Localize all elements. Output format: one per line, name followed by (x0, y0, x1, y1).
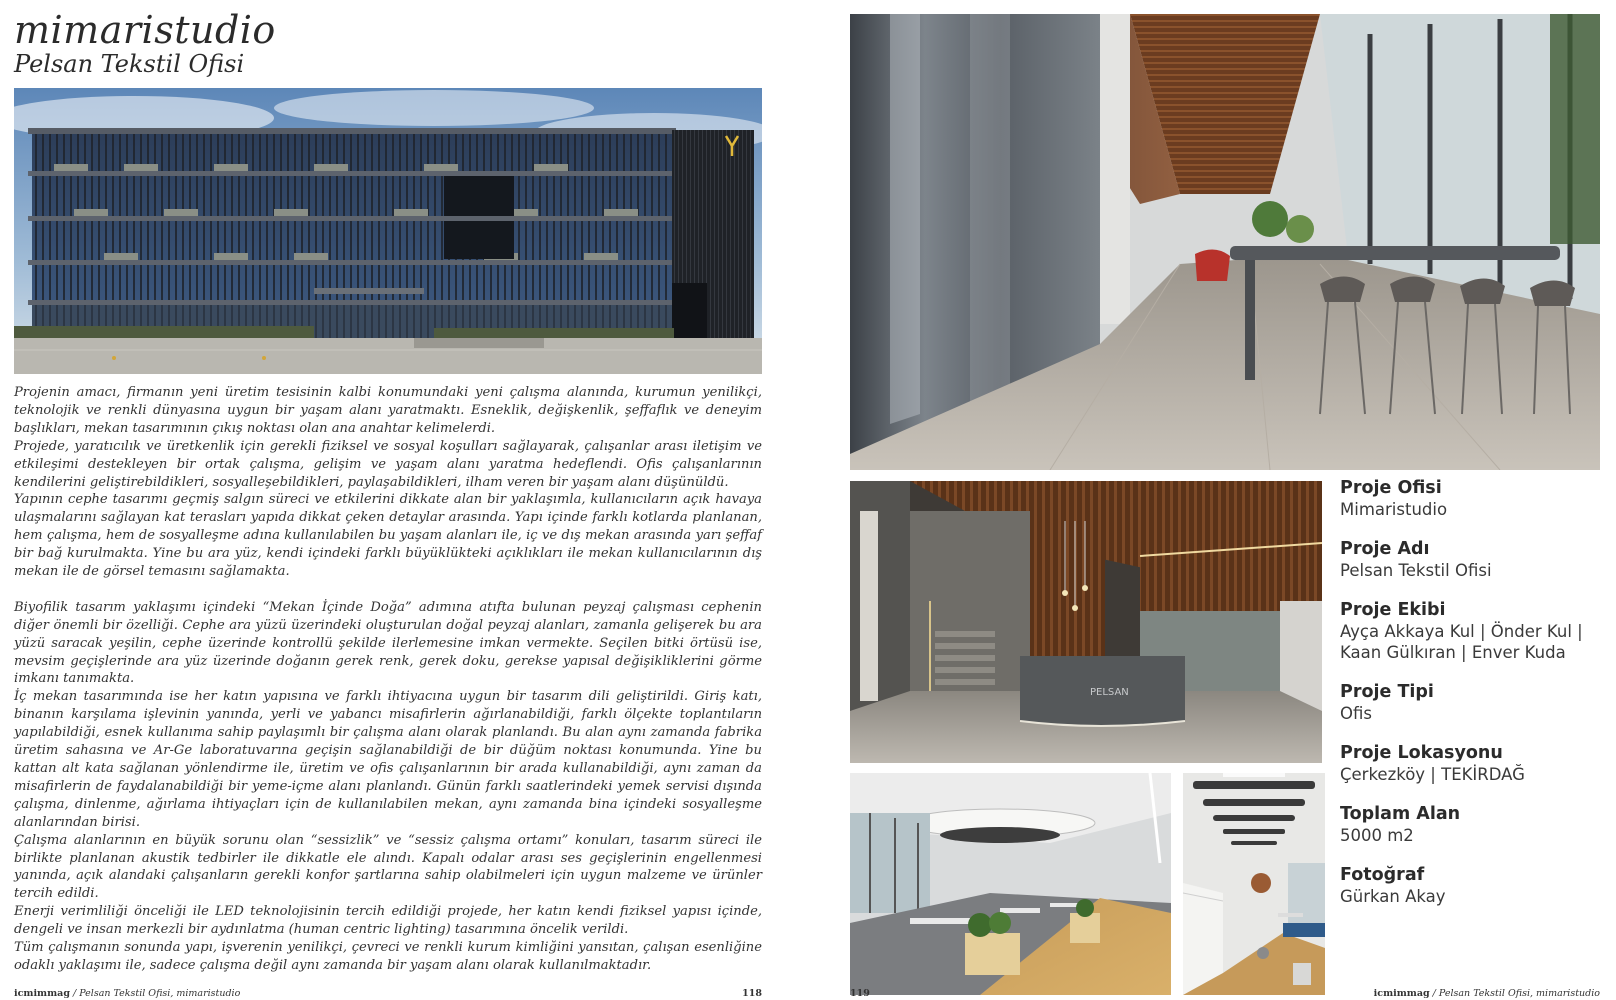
info-value: Pelsan Tekstil Ofisi (1340, 561, 1492, 580)
info-label: Fotoğraf (1340, 865, 1425, 885)
info-project-name (1340, 539, 1612, 581)
footer-description: Pelsan Tekstil Ofisi, mimaristudio (1438, 988, 1600, 999)
page-footer-left (14, 988, 762, 999)
article-subtitle: Pelsan Tekstil Ofisi (14, 50, 245, 78)
info-total-area (1340, 804, 1612, 846)
footer-separator: / (1429, 988, 1439, 999)
cafe-area-photo (1183, 773, 1325, 995)
body-paragraph: Çalışma alanlarının en büyük sorunu olan “sessizlik” ve “sessiz çalışma ortamı” konuları, tasarım süreci ile birlikte planlanan akustik tedbirler ile dikkatle ele alındı. Kapalı odalar arası ses geçişlerinin engellenmesi yanında, açık alandaki çalışanların gerekli konfor şartlarına sahip olabilmeleri için uygun malzeme ve ürünler tercih edildi. (14, 832, 762, 902)
info-label: Proje Ofisi (1340, 478, 1442, 498)
info-value: Çerkezköy | TEKİRDAĞ (1340, 765, 1525, 784)
body-paragraph: Enerji verimliliği önceliği ile LED teknolojisinin tercih edildiği projede, her katın kendi fiziksel yapısı içinde, dengeli ve insan merkezli bir aydınlatma (human centric lighting) tasarımına öncelik verildi. (14, 904, 762, 938)
info-value: 5000 m2 (1340, 826, 1414, 845)
info-project-team (1340, 600, 1612, 663)
page-number: 119 (850, 988, 870, 999)
info-label: Proje Adı (1340, 539, 1430, 559)
info-value: Ayça Akkaya Kul | Önder Kul | Kaan Gülkıran | Enver Kuda (1340, 622, 1583, 662)
body-paragraph: İç mekan tasarımında ise her katın yapısına ve farklı ihtiyacına uygun bir tasarım dili geliştirildi. Giriş katı, binanın karşılama işlevinin yanında, yerli ve yabancı misafirlerin ağırlanabildiği, farklı ölçekte toplantıların yapılabildiği, esnek kullanıma sahip paylaşımlı bir çalışma alanı olarak planlandı. Bu alan aynı zamanda fabrika üretim sahasına ve Ar-Ge laboratuvarına geçişin sağlanabildiği de bir düğüm noktası konumunda. Yine bu kattan alt kata sağlanan yönlendirme ile, üretim ve ofis çalışanlarının bir arada kullanabildiği, aynı zaman da misafirlerin de faydalanabildiği bir yeme-içme alanı planlandı. Günün farklı saatlerindeki yemek servisi dışında çalışma, dinlenme, ağırlama ihtiyaçları için de kullanılabilen mekan, aynı zamanda bina içindeki sosyalleşme alanlarından birisi. (14, 689, 762, 830)
building-exterior-photo (14, 88, 762, 374)
info-value: Gürkan Akay (1340, 887, 1446, 906)
body-paragraph: Projede, yaratıcılık ve üretkenlik için gerekli fiziksel ve sosyal koşulları sağlayarak, çalışanlar arası iletişim ve etkileşimi destekleyen bir ortak çalışma, gelişim ve yaşam alanı yaratma hedeflendi. Ofis çalışanlarının kendilerini geliştirebildikleri, sosyalleşebildikleri, paylaşabildikleri, ilham veren bir yaşam alanı düşünüldü. (14, 438, 762, 490)
info-project-office (1340, 478, 1612, 520)
left-page (0, 0, 790, 1000)
info-label: Toplam Alan (1340, 804, 1461, 824)
footer-separator: / (69, 988, 80, 999)
info-project-type (1340, 682, 1612, 724)
body-paragraph: Tüm çalışmanın sonunda yapı, işverenin yenilikçi, çevreci ve renkli kurum kimliğini yansıtan, çalışan esenliğine odaklı yaklaşımı ile, sadece çalışma değil aynı zamanda bir yaşam alanı olarak kullanılmaktadır. (14, 940, 762, 973)
footer-brand: icmimmag (1373, 988, 1430, 999)
info-photographer (1340, 865, 1612, 907)
info-label: Proje Ekibi (1340, 600, 1446, 620)
body-paragraph: Yapının cephe tasarımı geçmiş salgın süreci ve etkilerini dikkate alan bir yaklaşımla, kullanıcıların açık havaya ulaşmalarını sağlayan kat terasları yapıda dikkat çeken detaylar arasında. Yapı içinde farklı kotlarda planlanan, hem çalışma, hem de sosyalleşme adına kullanılabilen bu yaşam alanları ile, iç ve dış mekan arasında yarı şeffaf bir bağ kurulmakta. Yine bu ara yüz, kendi içindeki farklı büyüklükteki açıklıkları ile mekan kullanıcılarının dış mekan ile de görsel temasını sağlamakta. (14, 492, 762, 580)
right-page (850, 0, 1616, 1000)
info-label: Proje Lokasyonu (1340, 743, 1503, 763)
info-label: Proje Tipi (1340, 682, 1434, 702)
footer-description: Pelsan Tekstil Ofisi, mimaristudio (79, 988, 241, 999)
corridor-lounge-photo (850, 14, 1600, 470)
page-number: 118 (742, 988, 762, 999)
body-paragraph: Projenin amacı, firmanın yeni üretim tesisinin kalbi konumundaki yeni çalışma alanında, kurumun yenilikçi, teknolojik ve renkli dünyasına uygun bir yaşam alanı yaratmaktı. Esneklik, değişkenlik, şeffaflık ve deneyim başlıkları, mekan tasarımının çıkış noktası olan ana anahtar kelimelerdi. (14, 385, 762, 436)
footer-credit (1374, 988, 1600, 999)
info-value: Ofis (1340, 704, 1372, 723)
footer-brand: icmimmag (14, 988, 70, 999)
article-title: mimaristudio (14, 8, 276, 52)
project-info (1340, 478, 1612, 926)
body-paragraph: Biyofilik tasarım yaklaşımı içindeki “Mekan İçinde Doğa” adımına atıfta bulunan peyzaj çalışması cephenin diğer önemli bir özelliği. Cephe ara yüzü üzerindeki oluşturulan doğal peyzaj alanları, zamanla gelişerek bu ara yüzü saracak yeşilin, cephe üzerinde kontrollü şekilde ilerlemesine imkan vermekte. Seçilen bitki örtüsü ise, mevsim geçişlerinde ara yüz üzerinde doğanın gerek renk, gerek doku, gerekse yapısal değişikliklerini görme imkanı tanımakta. (14, 599, 762, 687)
info-value: Mimaristudio (1340, 500, 1448, 519)
reception-lobby-photo (850, 481, 1322, 763)
article-body (14, 384, 762, 975)
open-office-photo (850, 773, 1171, 995)
reception-sign: PELSAN (1090, 687, 1129, 698)
info-project-location (1340, 743, 1612, 785)
